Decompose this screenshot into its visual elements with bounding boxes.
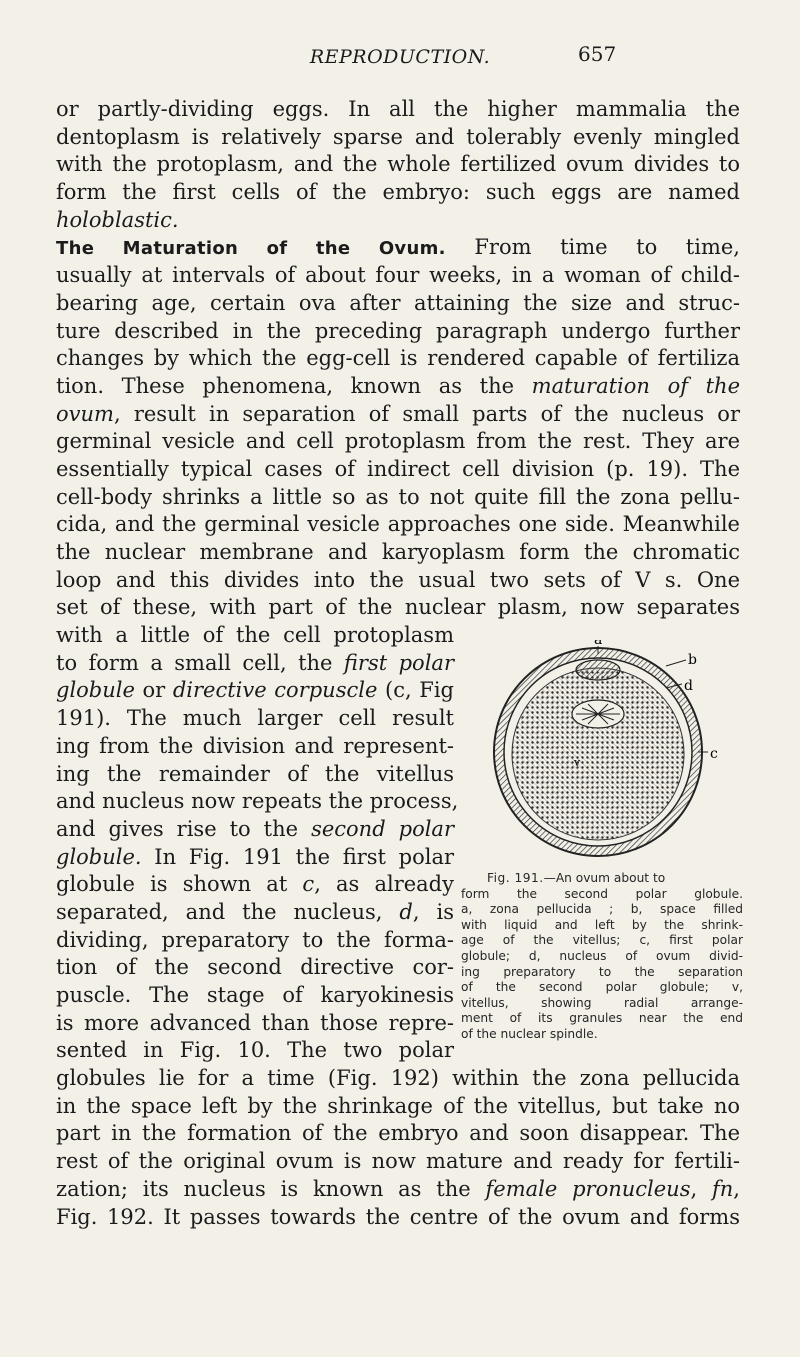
caption-line: of the nuclear spindle.	[461, 1026, 598, 1041]
text-line: rest of the original ovum is now mature and ready for fertili-	[56, 1149, 740, 1174]
text-line: essentially typical cases of indirect cell division (p. 19). The	[56, 456, 740, 481]
text-line: tion of the second directive cor-	[56, 955, 454, 980]
italic-term: female pronucleus	[485, 1176, 691, 1201]
text-line: or partly-dividing eggs. In all the higher mammalia the	[56, 97, 740, 121]
text-line: puscle. The stage of karyokinesis	[56, 983, 454, 1007]
text-line: the nuclear membrane and karyoplasm form the chromatic	[56, 540, 740, 564]
caption-line: Fig. 191.—An ovum about to	[487, 871, 666, 885]
text-line: bearing age, certain ova after attaining the size and struc-	[56, 290, 740, 315]
text-line: dividing, preparatory to the forma-	[56, 927, 454, 952]
text-line: changes by which the egg-cell is rendered capable of fertiliza	[56, 346, 740, 371]
svg-text:c: c	[710, 746, 718, 762]
text-line: ing the remainder of the vitellus	[56, 761, 454, 786]
nucleus-spindle	[572, 700, 624, 728]
vitellus	[512, 668, 684, 840]
italic-term: globule	[56, 678, 135, 703]
ovum-illustration	[470, 640, 740, 880]
italic-term: globule.	[56, 844, 142, 869]
text-line: form the first cells of the embryo: such eggs are named	[56, 180, 740, 205]
text-line: loop and this divides into the usual two sets of V s. One	[56, 567, 740, 592]
italic-term: c	[302, 872, 315, 897]
text-line: dentoplasm is relatively sparse and tolerably evenly mingled	[56, 124, 740, 149]
italic-term: ovum	[56, 401, 114, 426]
italic-term: maturation of the	[531, 373, 741, 398]
text-line: ture described in the preceding paragraph undergo further	[56, 318, 740, 343]
text-line: set of these, with part of the nuclear plasm, now separates	[56, 595, 740, 620]
text-line	[56, 207, 740, 235]
italic-term: directive corpuscle	[172, 678, 378, 703]
text-line: zation; its nucleus is known as the female pronucleus, fn,	[56, 1176, 740, 1201]
caption-line: a, zona pellucida ; b, space filled	[461, 902, 743, 917]
caption-line: form the second polar globule.	[461, 886, 743, 901]
page-number: 657	[578, 42, 617, 66]
text-line: globule. In Fig. 191 the first polar	[56, 844, 454, 869]
page-header	[0, 40, 800, 80]
figure-number: Fig. 191.	[487, 871, 544, 885]
text-line: usually at intervals of about four weeks, in a woman of child-	[56, 263, 740, 288]
caption-line: age of the vitellus; c, first polar	[461, 933, 743, 948]
section-heading: The Maturation of the Ovum.	[56, 238, 446, 260]
figure-caption	[461, 871, 743, 1043]
svg-text:a: a	[594, 640, 603, 648]
figure-label-v	[573, 756, 581, 769]
text-line: part in the formation of the embryo and soon disappear. The	[56, 1121, 740, 1146]
text-line: cell-body shrinks a little so as to not quite fill the zona pellu-	[56, 484, 740, 509]
italic-term: second polar	[311, 816, 454, 841]
polar-globule	[576, 660, 620, 680]
text-line: globules lie for a time (Fig. 192) within the zona pellucida	[56, 1066, 740, 1091]
figure-191-ovum	[470, 640, 740, 880]
svg-text:v: v	[574, 756, 581, 769]
caption-line: ment of its granules near the end	[461, 1011, 743, 1026]
italic-term: first polar	[343, 650, 454, 675]
figure-label-b	[666, 652, 697, 668]
running-title: REPRODUCTION.	[309, 46, 491, 68]
caption-line: vitellus, showing radial arrange-	[461, 995, 743, 1010]
svg-text:b: b	[688, 652, 697, 668]
text-line: globule or directive corpuscle (c, Fig	[56, 678, 454, 703]
text-line: germinal vesicle and cell protoplasm from the rest. They are	[56, 429, 740, 454]
text-line: ing from the division and represent-	[56, 733, 454, 758]
caption-line: of the second polar globule; v,	[461, 980, 743, 995]
text-line: The Maturation of the Ovum. From time to time,	[56, 235, 740, 260]
text-line: separated, and the nucleus, d, is	[56, 899, 454, 924]
text-line: 191). The much larger cell result	[56, 706, 454, 731]
caption-line: globule; d, nucleus of ovum divid-	[461, 948, 743, 963]
text-line: sented in Fig. 10. The two polar	[56, 1038, 454, 1063]
caption-line: ing preparatory to the separation	[461, 964, 743, 979]
text-line: ovum, result in separation of small parts of the nucleus or	[56, 401, 740, 426]
text-line: and gives rise to the second polar	[56, 816, 454, 841]
italic-term: d	[399, 899, 413, 924]
caption-line: with liquid and left by the shrink-	[461, 917, 743, 932]
italic-term: holoblastic.	[56, 207, 179, 232]
text-line: with the protoplasm, and the whole fertilized ovum divides to	[56, 152, 740, 177]
text-line: and nucleus now repeats the process,	[56, 789, 459, 814]
text-line: with a little of the cell protoplasm	[56, 623, 454, 648]
text-line: to form a small cell, the first polar	[56, 650, 454, 675]
text-line: globule is shown at c, as already	[56, 872, 454, 897]
text-line: tion. These phenomena, known as the maturation of the	[56, 373, 741, 398]
svg-text:d: d	[684, 678, 693, 694]
text-line: is more advanced than those repre-	[56, 1010, 454, 1035]
text-line: cida, and the germinal vesicle approaches one side. Meanwhile	[56, 512, 740, 537]
text-line: in the space left by the shrinkage of the vitellus, but take no	[56, 1093, 740, 1118]
italic-term: fn	[711, 1176, 734, 1201]
text-line: Fig. 192. It passes towards the centre of the ovum and forms	[56, 1204, 740, 1229]
